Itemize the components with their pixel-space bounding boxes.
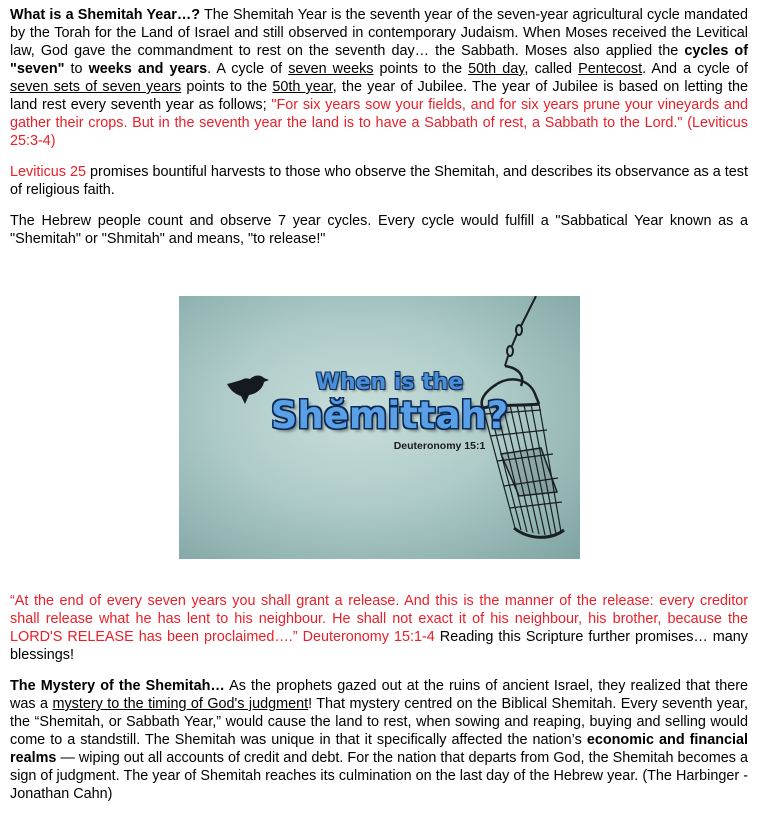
shemitah-image [179, 296, 580, 559]
mystery-text: ! That mystery centred on the Biblical Shemitah. Every seventh year, the “Shemitah, or Sabbath Year,” would cause the land to rest, when sowing and reaping, buying and selling would come to a standstill. The Shemitah was unique in that it specifically affected the nation’s [10, 696, 748, 748]
intro-text: to [64, 61, 89, 77]
deuteronomy-paragraph [10, 592, 748, 664]
intro-heading: What is a Shemitah Year…? [10, 7, 201, 23]
intro-paragraph [10, 6, 748, 150]
underline-seven-weeks: seven weeks [288, 61, 374, 77]
intro-text: points to the [373, 61, 469, 77]
hebrew-paragraph: The Hebrew people count and observe 7 year cycles. Every cycle would fulfill a "Sabbatical Year known as a "Shemitah" or "Shmitah" and means, "to release!" [10, 213, 748, 247]
underline-50th-day: 50th day [468, 61, 525, 77]
leviticus-paragraph [10, 163, 748, 199]
mystery-text: — wiping out all accounts of credit and debt. For the nation that departs from God, the Shemitah becomes a sign of judgment. The year of Shemitah reaches its culmination on the last day of the Hebrew year. (The Harbinger - Jonathan Cahn) [10, 750, 748, 802]
underline-pentecost: Pentecost [578, 61, 643, 77]
mystery-paragraph [10, 677, 748, 803]
mystery-heading: The Mystery of the Shemitah… [10, 678, 225, 694]
article-top [10, 6, 748, 261]
intro-bold-cycles: cycles of "seven" [10, 43, 748, 77]
intro-text: points to the [181, 79, 273, 95]
intro-text: . A cycle of [207, 61, 289, 77]
intro-text: . And a cycle of [642, 61, 748, 77]
underline-seven-sets: seven sets of seven years [10, 79, 182, 95]
image-title-line1: When is the [315, 370, 464, 395]
intro-text: , the year of Jubilee. The year of Jubilee is based on letting the land rest every seventh year as follows; [10, 79, 748, 113]
article-bottom [10, 592, 748, 816]
intro-text: The Shemitah Year is the seventh year of the seven-year agricultural cycle mandated by the Torah for the Land of Israel and still observed in contemporary Judaism. When Moses received the Levitical law, God gave the commandment to rest on the seventh day… the Sabbath. Moses also applied the [10, 7, 748, 59]
underline-mystery-timing: mystery to the timing of God's judgment [52, 696, 309, 712]
deuteronomy-quote: “At the end of every seven years you shall grant a release. And this is the manner of the release: every creditor shall release what he has lent to his neighbour. He shall not exact it of his neighbour, his brother, because the LORD'S RELEASE has been proclaimed….” Deuteronomy 15:1-4 [10, 593, 748, 645]
image-scripture-ref: Deuteronomy 15:1 [393, 440, 486, 452]
leviticus-quote: "For six years sow your fields, and for six years prune your vineyards and gather their crops. But in the seventh year the land is to have a Sabbath of rest, a Sabbath to the Lord." (Leviticus 25:3-4) [10, 97, 748, 149]
mystery-text: As the prophets gazed out at the ruins of ancient Israel, they realized that there was a [10, 678, 748, 712]
chain-icon [505, 296, 536, 366]
underline-50th-year: 50th year [272, 79, 333, 95]
leviticus-text: promises bountiful harvests to those who observe the Shemitah, and describes its observance as a test of religious faith. [10, 164, 748, 198]
deuteronomy-text: Reading this Scripture further promises… many blessings! [10, 629, 748, 663]
intro-bold-weeks: weeks and years [88, 61, 208, 77]
mystery-bold-economic: economic and financial realms [10, 732, 748, 766]
intro-text: , called [524, 61, 579, 77]
image-title-line2: Shĕmittah? [270, 394, 509, 437]
leviticus-ref: Leviticus 25 [10, 164, 87, 180]
